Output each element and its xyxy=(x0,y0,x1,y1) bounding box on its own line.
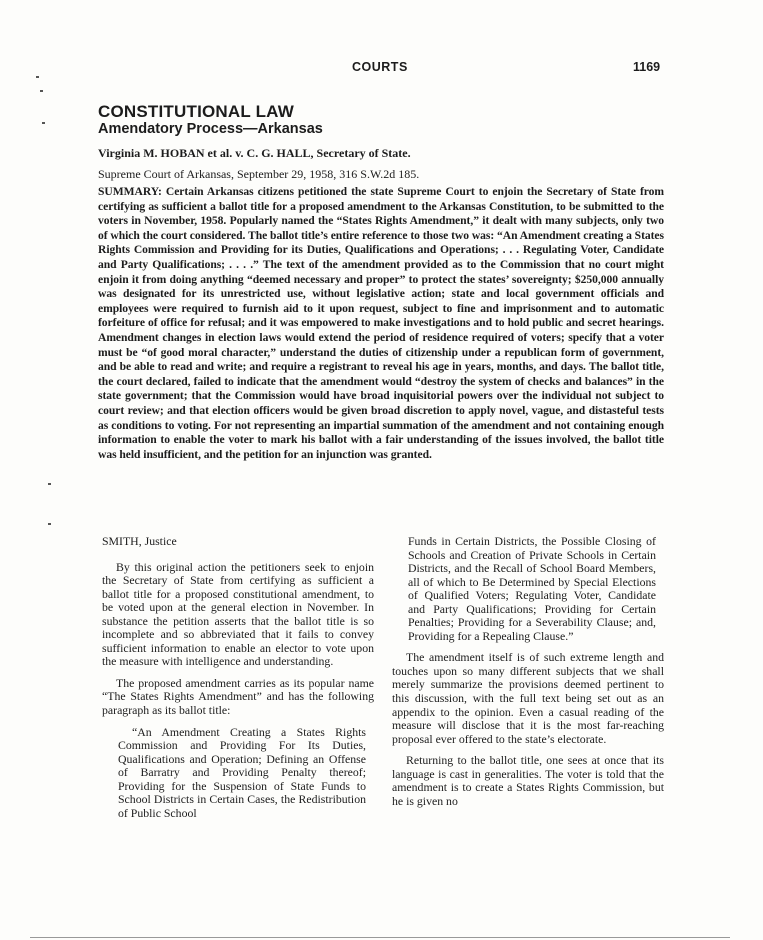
summary-block xyxy=(98,185,664,462)
summary-label: SUMMARY: xyxy=(98,185,162,198)
scan-speck xyxy=(42,122,45,124)
page-number: 1169 xyxy=(633,60,661,74)
summary-text: Certain Arkansas citizens petitioned the state Supreme Court to enjoin the Secretary of State from certifying as sufficient a ballot title for a proposed amendment to the Arkansas Constitution, to be submitted to the voters in November, 1958. Popularly named the “States Rights Amendment,” it dealt with many subjects, only two of which the court considered. The ballot title’s entire reference to those two was: “An Amendment creating a States Rights Commission and Providing for its Duties, Qualifications and Operations; . . . Regulating Voter, Candidate and Party Qualifications; . . . .” The text of the amendment provided as to the Commission that no court might enjoin it from doing anything “deemed necessary and proper” to protect the states’ sovereignty; $250,000 annually was designated for its unrestricted use, without legislative action; state and local government officials and employees were required to furnish aid to it upon request, subject to fine and imprisonment and to automatic forfeiture of office for refusal; and it was empowered to make investigations and to hold public and secret hearings. Amendment changes in election laws would extend the period of residence required of voters; specify that a voter must be “of good moral character,” understand the duties of citizenship under a republican form of government, and be able to read and write; and require a registrant to reveal his age in years, months, and days. The ballot title, the court declared, failed to indicate that the amendment would “destroy the system of checks and balances” in the state government; that the Commission would have broad inquisitorial powers over the individual not subject to court review; and that election officers would be given broad discretion to apply novel, vague, and distasteful tests as conditions to voting. For not representing an impartial summation of the amendment and not containing enough information to enable the voter to mark his ballot with a fair understanding of the issues involved, the ballot title was held insufficient, and the petition for an injunction was granted. xyxy=(98,185,664,461)
section-title: CONSTITUTIONAL LAW xyxy=(98,102,294,121)
opinion-paragraph: By this original action the petitioners seek to enjoin the Secretary of State from certifying as sufficient a ballot title for a proposed constitutional amendment, to be voted upon at the general election in November. In substance the petition asserts that the ballot title is so incomplete and so abbreviated that it fails to convey sufficient information to enable an elector to vote upon the measure with intelligence and understanding. xyxy=(102,559,374,669)
opinion-left-column xyxy=(102,535,374,820)
section-subtitle: Amendatory Process—Arkansas xyxy=(98,121,323,137)
ballot-title-quote: “An Amendment Creating a States Rights Commission and Providing For Its Duties, Qualifications and Operation; Defining an Offense of Barratry and Providing Penalty thereof; Providing for the Suspension of State Funds to School Districts in Certain Cases, the Redistribution of Public School xyxy=(118,724,366,820)
opinion-paragraph: The proposed amendment carries as its popular name “The States Rights Amendment” and has the following paragraph as its ballot title: xyxy=(102,675,374,718)
opinion-right-column xyxy=(392,535,664,808)
bottom-edge-line xyxy=(30,937,730,938)
scan-speck xyxy=(48,483,51,485)
justice-name: SMITH, Justice xyxy=(102,534,177,548)
opinion-paragraph: The amendment itself is of such extreme length and touches upon so many different subjects that we shall merely summarize the provisions deemed pertinent to this discussion, with the full text being set out as an appendix to the opinion. Even a casual reading of the measure will disclose that it is the most far-reaching proposal ever offered to the state’s electorate. xyxy=(392,650,664,746)
case-name: Virginia M. HOBAN et al. v. C. G. HALL, Secretary of State. xyxy=(98,146,411,160)
ballot-title-quote-continued: Funds in Certain Districts, the Possible Closing of Schools and Creation of Private Schools in Certain Districts, and the Recall of School Board Members, all of which to Be Determined by Special Elections of Qualified Voters; Regulating Voter, Candidate and Party Qualifications; Providing for Certain Penalties; Providing for a Severability Clause; and, Providing for a Repealing Clause.” xyxy=(408,534,656,643)
scan-speck xyxy=(48,523,51,525)
case-citation: Supreme Court of Arkansas, September 29, 1958, 316 S.W.2d 185. xyxy=(98,167,420,181)
scan-speck xyxy=(40,90,43,92)
running-head: COURTS xyxy=(352,60,408,74)
opinion-paragraph: Returning to the ballot title, one sees at once that its language is cast in generalities. The voter is told that the amendment is to create a States Rights Commission, but he is given no xyxy=(392,753,664,808)
scan-speck xyxy=(36,76,39,78)
